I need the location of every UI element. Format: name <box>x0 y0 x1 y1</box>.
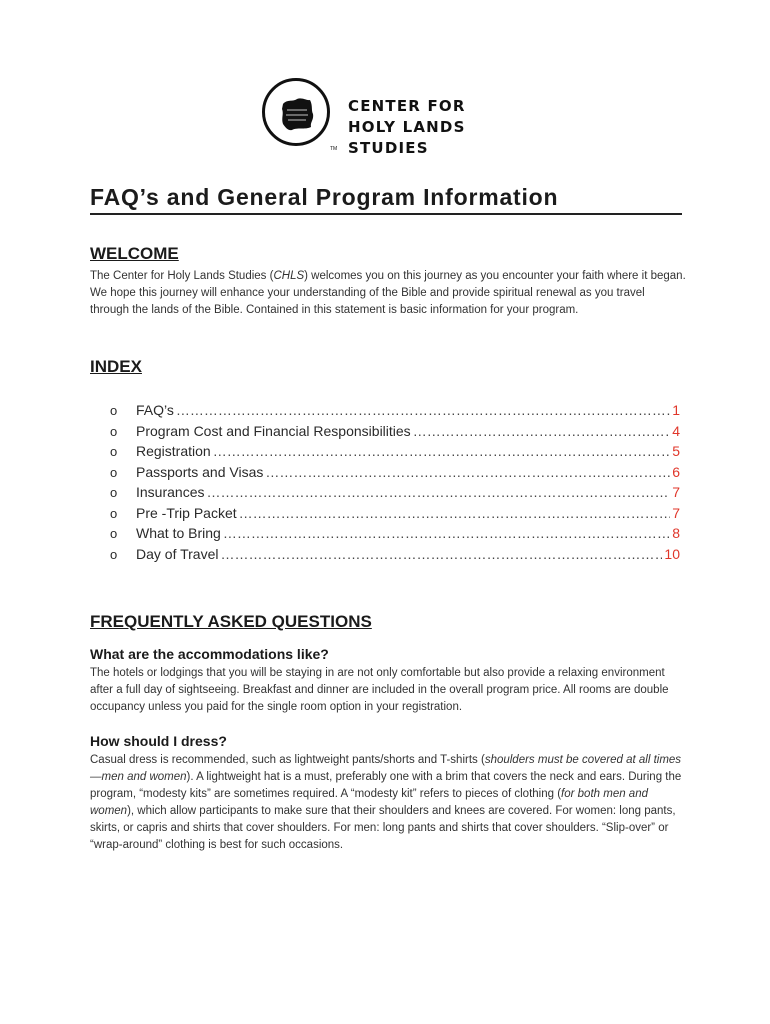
index-item-label: What to Bring <box>136 525 221 541</box>
dress-text-1: Casual dress is recommended, such as lightweight pants/shorts and T-shirts ( <box>90 754 485 766</box>
index-item-faqs[interactable] <box>110 402 680 423</box>
index-item-label: Pre -Trip Packet <box>136 504 237 521</box>
index-bullet: o <box>110 546 118 562</box>
index-page-number: 5 <box>672 443 680 459</box>
holy-land-map-icon <box>277 94 317 134</box>
faq-question-accommodations: What are the accommodations like? <box>90 646 329 662</box>
faq-heading: FREQUENTLY ASKED QUESTIONS <box>90 612 372 631</box>
index-page-number: 10 <box>664 545 680 562</box>
faq-answer-dress <box>90 752 686 854</box>
document-title: FAQ’s and General Program Information <box>90 184 559 210</box>
index-item-label: Day of Travel <box>136 545 219 562</box>
index-list <box>110 402 680 566</box>
index-item-passports-visas[interactable] <box>110 464 680 485</box>
index-bullet: o <box>110 505 118 521</box>
index-dot-leader <box>413 423 671 439</box>
index-item-label: Passports and Visas <box>136 463 264 480</box>
trademark-mark: TM <box>330 146 338 152</box>
welcome-text-end: ) welcomes you on this journey as you encounter your faith where it began. We hope this journey will enhance your understanding of the Bible and provide spiritual renewal as you travel through the lands of the Bible. Contained in this statement is basic information for your program. <box>90 270 686 316</box>
dress-text-2: ). A lightweight hat is a must, preferably one with a brim that covers the neck and ears. During the program, “modesty kits” are sometimes required. A “modesty kit” refers to pieces of clothing ( <box>90 771 682 800</box>
index-item-registration[interactable] <box>110 443 680 464</box>
index-dot-leader <box>220 546 662 562</box>
index-page-number: 7 <box>672 484 680 500</box>
index-bullet: o <box>110 444 118 459</box>
chls-logo <box>262 78 552 162</box>
index-item-label: Insurances <box>136 484 205 500</box>
index-heading: INDEX <box>90 357 142 376</box>
index-dot-leader <box>265 464 670 480</box>
index-item-label: FAQ’s <box>136 402 174 418</box>
logo-line-1: CENTER FOR <box>348 97 466 115</box>
dress-italic-2: for both men and women <box>90 788 648 817</box>
index-page-number: 7 <box>672 504 680 521</box>
index-bullet: o <box>110 403 118 418</box>
index-page-number: 8 <box>672 525 680 541</box>
index-item-program-cost[interactable] <box>110 423 680 444</box>
title-underline <box>90 213 682 215</box>
faq-question-dress: How should I dress? <box>90 733 227 749</box>
index-dot-leader <box>239 505 671 521</box>
logo-circle-icon <box>262 78 330 146</box>
index-dot-leader <box>213 443 671 459</box>
index-dot-leader <box>176 402 670 418</box>
faq-answer-accommodations: The hotels or lodgings that you will be staying in are not only comfortable but also provide a relaxing environment after a full day of sightseeing. Breakfast and dinner are included in the overall program price. All rooms are double occupancy unless you paid for the single room option in your registration. <box>90 667 669 713</box>
welcome-paragraph <box>90 268 686 319</box>
index-item-label: Program Cost and Financial Responsibilities <box>136 422 411 439</box>
index-bullet: o <box>110 526 118 541</box>
index-bullet: o <box>110 423 118 439</box>
dress-text-3: ), which allow participants to make sure that their shoulders and knees are covered. For women: long pants, skirts, or capris and shirts that cover shoulders. For men: long pants and shirts that cover shoulders. “Slip-over” or “wrap-around” clothing is best for such occasions. <box>90 805 676 851</box>
index-page-number: 4 <box>672 422 680 439</box>
logo-line-2: HOLY LANDS STUDIES <box>348 118 466 157</box>
index-bullet: o <box>110 464 118 480</box>
welcome-heading: WELCOME <box>90 244 179 263</box>
index-item-what-to-bring[interactable] <box>110 525 680 546</box>
index-dot-leader <box>206 484 670 500</box>
welcome-abbr: CHLS <box>273 270 305 282</box>
index-item-pre-trip-packet[interactable] <box>110 505 680 526</box>
index-item-insurances[interactable] <box>110 484 680 505</box>
index-item-label: Registration <box>136 443 211 459</box>
index-page-number: 1 <box>672 402 680 418</box>
index-dot-leader <box>223 525 670 541</box>
index-page-number: 6 <box>672 463 680 480</box>
dress-italic-1: shoulders must be covered at all times—men and women <box>90 754 682 783</box>
index-item-day-of-travel[interactable] <box>110 546 680 567</box>
logo-wordmark <box>348 96 552 159</box>
welcome-text-start: The Center for Holy Lands Studies ( <box>90 270 274 282</box>
index-bullet: o <box>110 485 118 500</box>
